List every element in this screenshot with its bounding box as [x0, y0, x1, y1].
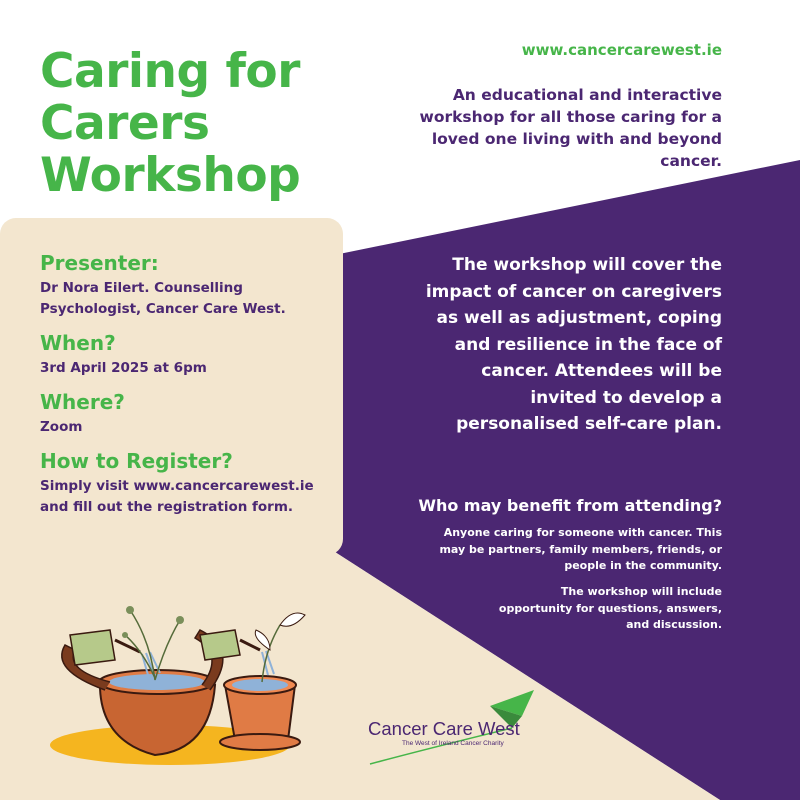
title-line-1: Caring for — [40, 44, 300, 99]
workshop-description: The workshop will cover the impact of cancer on caregivers as well as adjustment, coping and resilience in the face of cancer. Attendees will be invited to develop a personalised self-care plan. — [425, 255, 722, 434]
logo-name: Cancer Care West — [368, 718, 520, 739]
details-panel — [40, 250, 330, 528]
intro-text: An educational and interactive workshop for all those caring for a loved one living with and beyond cancer. — [419, 86, 722, 170]
presenter-text: Dr Nora Eilert. Counselling Psychologist, Cancer Care West. — [40, 280, 286, 317]
benefit-heading: Who may benefit from attending? — [418, 496, 722, 515]
page-title — [40, 46, 300, 202]
when-text: 3rd April 2025 at 6pm — [40, 360, 207, 376]
when-heading: When? — [40, 331, 116, 355]
where-text: Zoom — [40, 419, 83, 435]
benefit-text-1: Anyone caring for someone with cancer. This may be partners, family members, friends, or people in the community. — [439, 526, 722, 572]
register-heading: How to Register? — [40, 449, 233, 473]
cancer-care-west-logo — [362, 688, 562, 772]
title-line-3: Workshop — [40, 148, 301, 203]
register-text: Simply visit www.cancercarewest.ie and fill out the registration form. — [40, 478, 314, 515]
title-line-2: Carers — [40, 96, 210, 151]
where-heading: Where? — [40, 390, 125, 414]
presenter-heading: Presenter: — [40, 251, 159, 275]
website-url[interactable]: www.cancercarewest.ie — [521, 41, 722, 59]
logo-tagline: The West of Ireland Cancer Charity — [402, 740, 504, 747]
benefit-text-2: The workshop will include opportunity for questions, answers, and discussion. — [498, 585, 722, 631]
watering-pots-illustration — [30, 590, 350, 780]
